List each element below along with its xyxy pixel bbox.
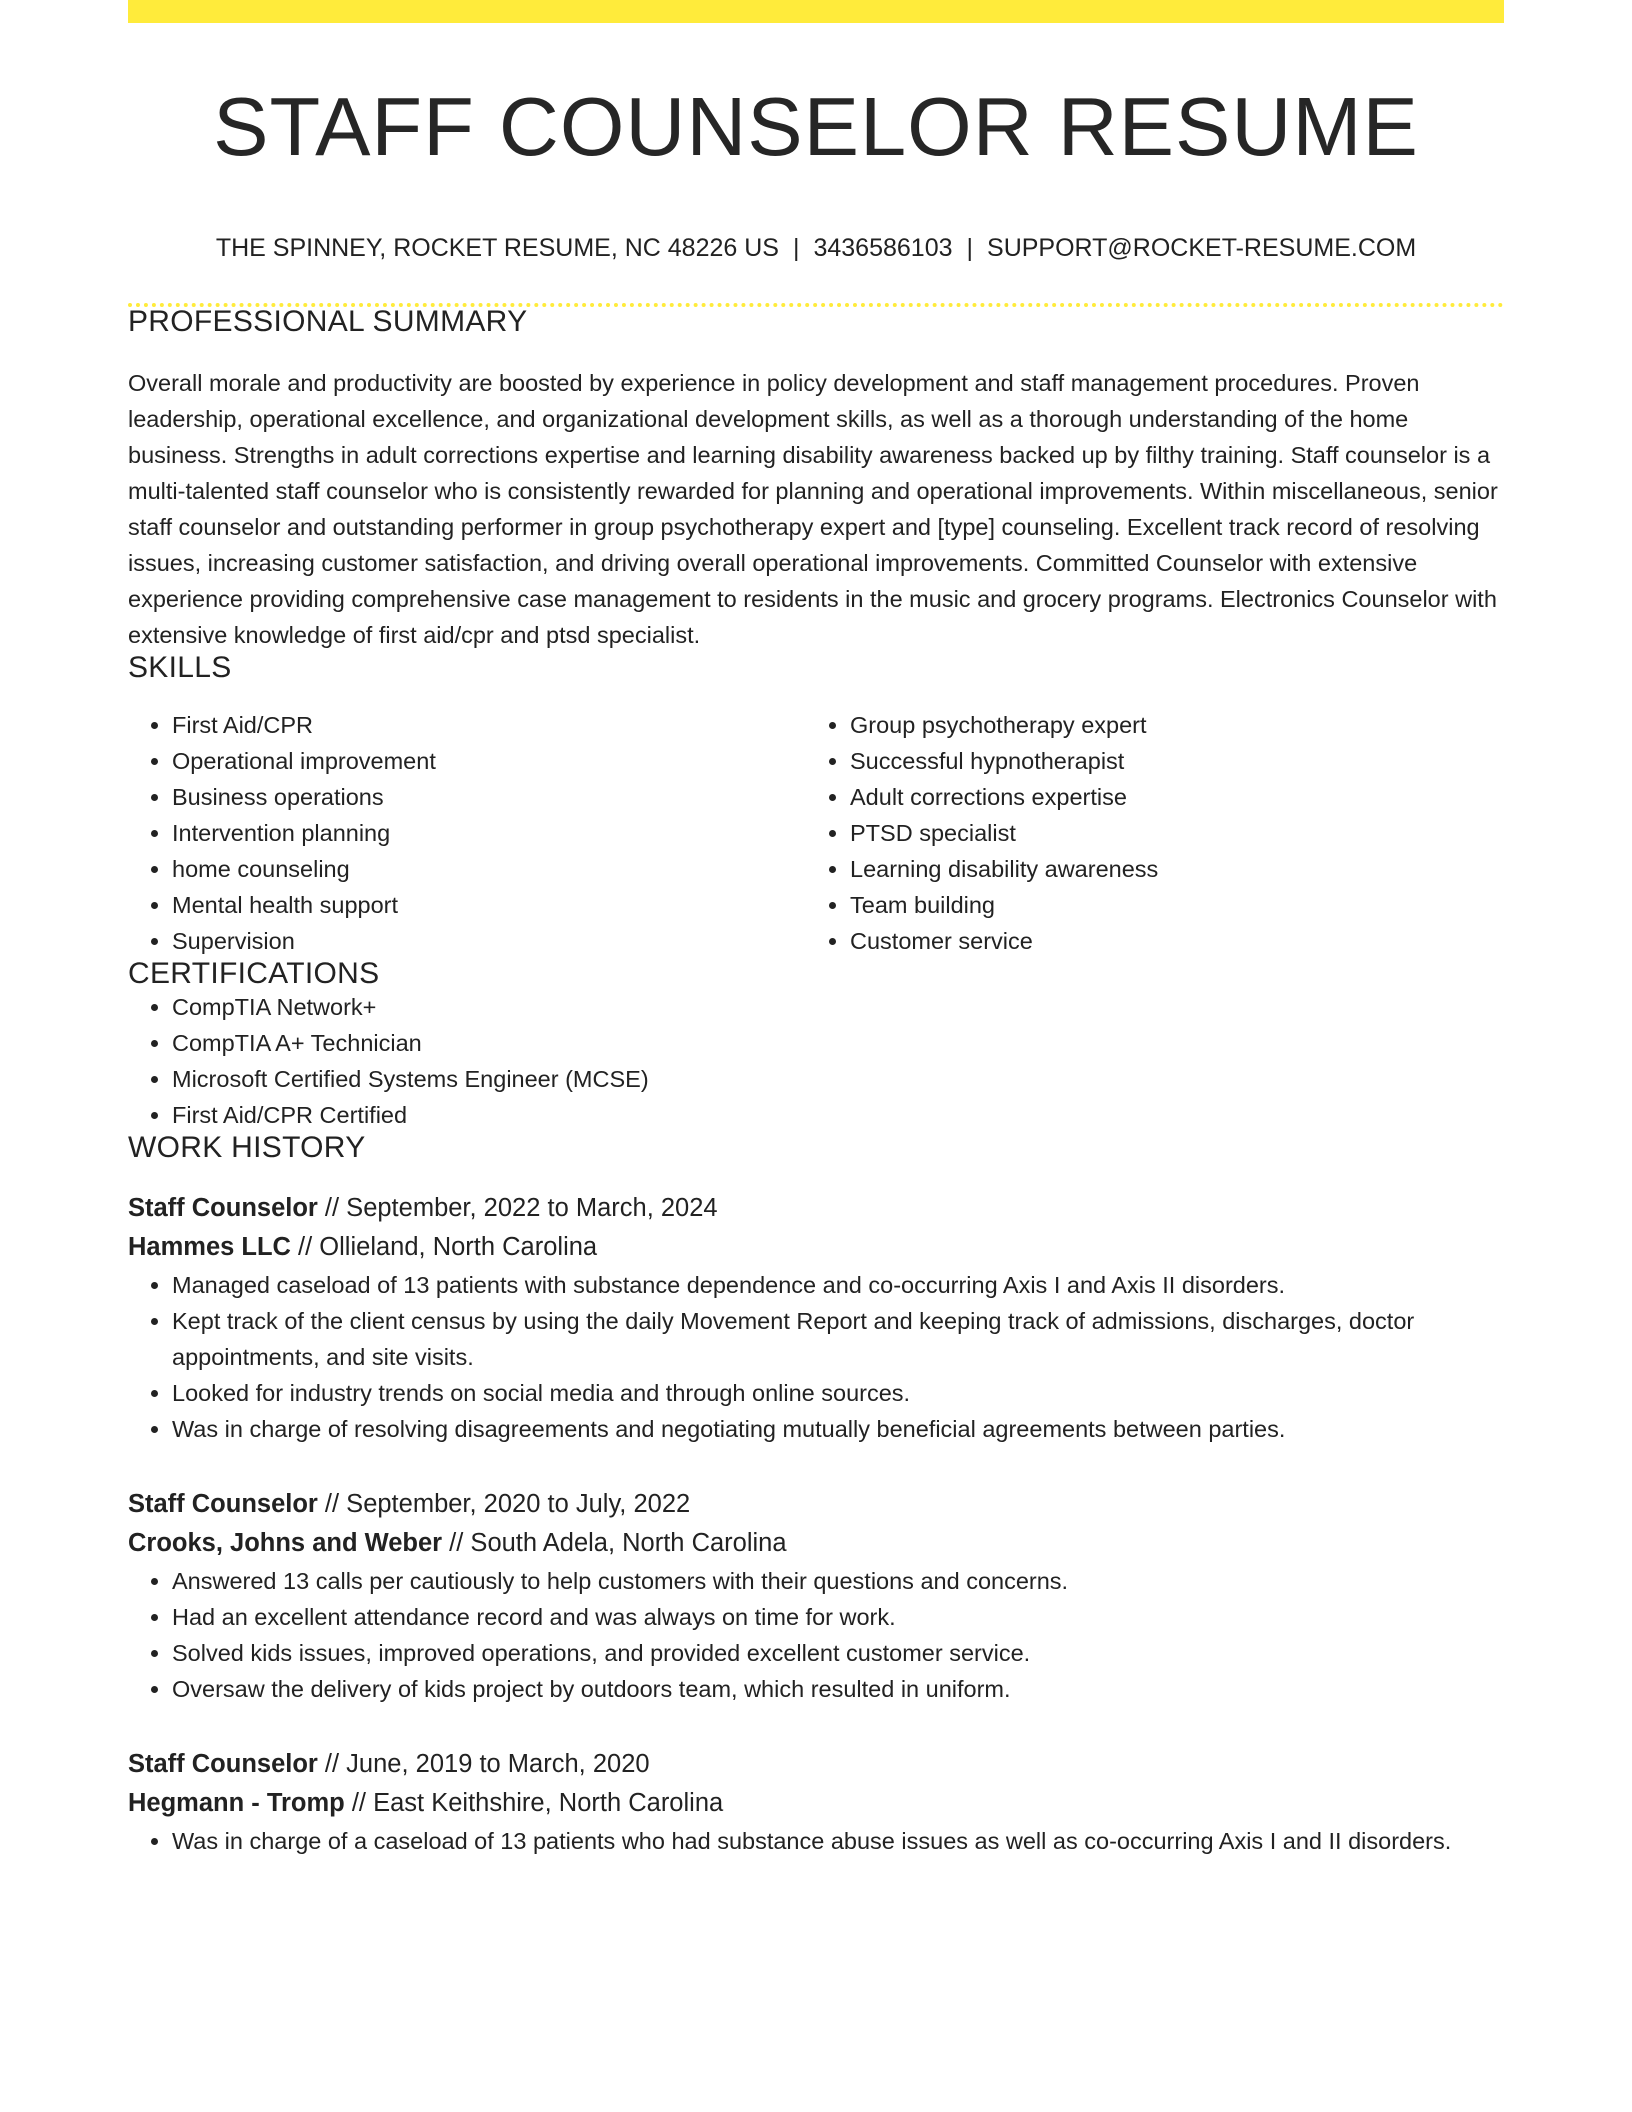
job-entry bbox=[128, 1745, 1504, 1859]
job-location: // South Adela, North Carolina bbox=[442, 1529, 787, 1557]
job-duty-item: • Answered 13 calls per cautiously to help customers with their questions and concerns. bbox=[172, 1563, 1504, 1599]
certification-item: • CompTIA A+ Technician bbox=[172, 1025, 1504, 1061]
skill-item: • Learning disability awareness bbox=[850, 851, 1484, 887]
job-location: // East Keithshire, North Carolina bbox=[344, 1789, 724, 1817]
job-duties-list bbox=[128, 1563, 1504, 1707]
job-duty-item: • Oversaw the delivery of kids project by outdoors team, which resulted in uniform. bbox=[172, 1671, 1504, 1707]
skill-item: • First Aid/CPR bbox=[172, 707, 806, 743]
job-title: Staff Counselor bbox=[128, 1490, 318, 1518]
job-entry bbox=[128, 1189, 1504, 1447]
job-duties-list bbox=[128, 1823, 1504, 1859]
skill-item: • Successful hypnotherapist bbox=[850, 743, 1484, 779]
job-dates: // June, 2019 to March, 2020 bbox=[317, 1750, 650, 1778]
contact-line bbox=[128, 236, 1504, 261]
resume-title: STAFF COUNSELOR RESUME bbox=[213, 80, 1419, 173]
job-title: Staff Counselor bbox=[128, 1750, 318, 1778]
job-dates: // September, 2022 to March, 2024 bbox=[317, 1194, 718, 1222]
accent-top-bar bbox=[128, 0, 1504, 23]
skill-item: • Operational improvement bbox=[172, 743, 806, 779]
job-duty-item: • Had an excellent attendance record and was always on time for work. bbox=[172, 1599, 1504, 1635]
resume-page bbox=[128, 0, 1504, 1859]
job-entry bbox=[128, 1485, 1504, 1707]
contact-separator: | bbox=[792, 234, 800, 262]
job-company-line bbox=[128, 1524, 1504, 1563]
job-company-line bbox=[128, 1784, 1504, 1823]
job-duty-item: • Solved kids issues, improved operations, and provided excellent customer service. bbox=[172, 1635, 1504, 1671]
summary-heading: PROFESSIONAL SUMMARY bbox=[128, 305, 528, 338]
skill-item: • Team building bbox=[850, 887, 1484, 923]
job-company: Hammes LLC bbox=[128, 1233, 291, 1261]
job-company-line bbox=[128, 1228, 1504, 1267]
job-duty-item: • Looked for industry trends on social media and through online sources. bbox=[172, 1375, 1504, 1411]
job-duty-item: • Managed caseload of 13 patients with substance dependence and co-occurring Axis I and Axis II disorders. bbox=[172, 1267, 1504, 1303]
certification-item: • First Aid/CPR Certified bbox=[172, 1097, 1504, 1133]
job-dates: // September, 2020 to July, 2022 bbox=[317, 1490, 691, 1518]
skill-item: • Group psychotherapy expert bbox=[850, 707, 1484, 743]
contact-address: THE SPINNEY, ROCKET RESUME, NC 48226 US bbox=[215, 234, 779, 262]
skills-list-left bbox=[128, 707, 806, 959]
job-company: Hegmann - Tromp bbox=[128, 1789, 345, 1817]
skill-item: • PTSD specialist bbox=[850, 815, 1484, 851]
skills-heading: SKILLS bbox=[128, 651, 232, 684]
work-history-heading: WORK HISTORY bbox=[128, 1131, 366, 1164]
job-location: // Ollieland, North Carolina bbox=[290, 1233, 598, 1261]
certification-item: • Microsoft Certified Systems Engineer (MCSE) bbox=[172, 1061, 1504, 1097]
skill-item: • Business operations bbox=[172, 779, 806, 815]
job-duties-list bbox=[128, 1267, 1504, 1447]
skill-item: • Supervision bbox=[172, 923, 806, 959]
job-duty-item: • Kept track of the client census by using the daily Movement Report and keeping track of admissions, discharges, doctor appointments, and site visits. bbox=[172, 1303, 1504, 1375]
skills-column-right bbox=[806, 707, 1484, 959]
skill-item: • Mental health support bbox=[172, 887, 806, 923]
job-duty-item: • Was in charge of resolving disagreements and negotiating mutually beneficial agreements between parties. bbox=[172, 1411, 1504, 1447]
skills-columns bbox=[128, 707, 1504, 959]
certifications-list bbox=[128, 989, 1504, 1133]
certification-item: • CompTIA Network+ bbox=[172, 989, 1504, 1025]
skill-item: • Customer service bbox=[850, 923, 1484, 959]
job-title-line bbox=[128, 1485, 1504, 1524]
contact-email[interactable]: SUPPORT@ROCKET-RESUME.COM bbox=[987, 234, 1417, 262]
job-duty-item: • Was in charge of a caseload of 13 patients who had substance abuse issues as well as co-occurring Axis I and II disorders. bbox=[172, 1823, 1504, 1859]
job-title: Staff Counselor bbox=[128, 1194, 318, 1222]
summary-text: Overall morale and productivity are boosted by experience in policy development and staff management procedures. Proven leadership, operational excellence, and organizational development skills, as well as a thorough understanding of the home business. Strengths in adult corrections expertise and learning disability awareness backed up by filthy training. Staff counselor is a multi-talented staff counselor who is consistently rewarded for planning and operational improvements. Within miscellaneous, senior staff counselor and outstanding performer in group psychotherapy expert and [type] counseling. Excellent track record of resolving issues, increasing customer satisfaction, and driving overall operational improvements. Committed Counselor with extensive experience providing comprehensive case management to residents in the music and grocery programs. Electronics Counselor with extensive knowledge of first aid/cpr and ptsd specialist. bbox=[128, 370, 1498, 648]
contact-separator: | bbox=[966, 234, 974, 262]
skills-list-right bbox=[806, 707, 1484, 959]
skill-item: • Adult corrections expertise bbox=[850, 779, 1484, 815]
skill-item: • home counseling bbox=[172, 851, 806, 887]
job-title-line bbox=[128, 1189, 1504, 1228]
skill-item: • Intervention planning bbox=[172, 815, 806, 851]
skills-column-left bbox=[128, 707, 806, 959]
job-title-line bbox=[128, 1745, 1504, 1784]
contact-phone: 3436586103 bbox=[813, 234, 953, 262]
certifications-heading: CERTIFICATIONS bbox=[128, 957, 380, 990]
job-company: Crooks, Johns and Weber bbox=[128, 1529, 443, 1557]
